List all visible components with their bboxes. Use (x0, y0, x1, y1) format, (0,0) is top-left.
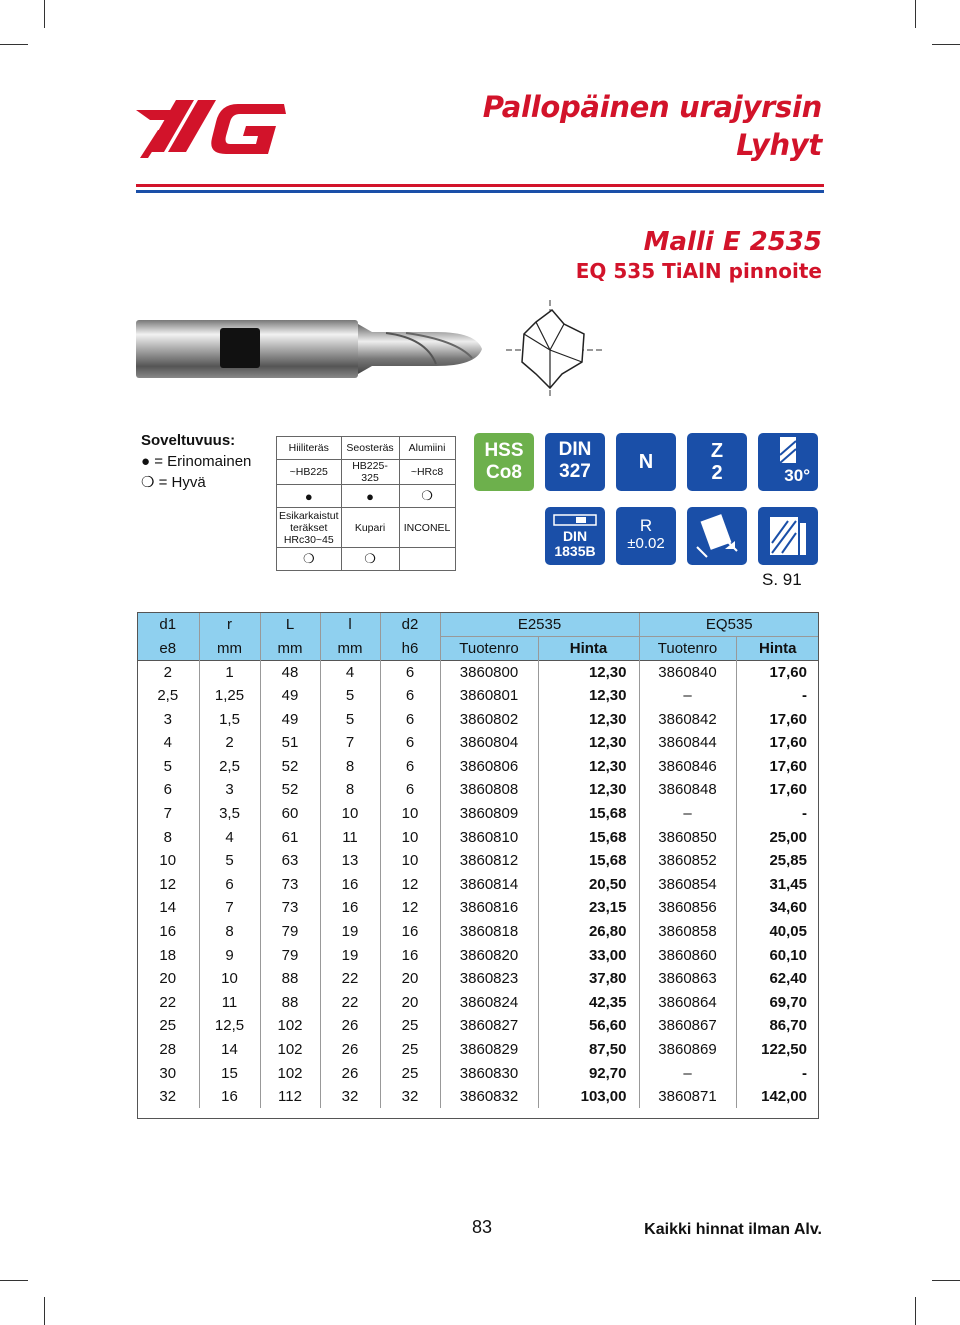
table-cell: 86,70 (736, 1014, 819, 1038)
table-cell: 31,45 (736, 873, 819, 897)
table-cell: 42,35 (538, 991, 639, 1015)
table-cell: – (639, 802, 736, 826)
table-cell: 15,68 (538, 849, 639, 873)
table-cell: 12 (380, 896, 440, 920)
table-cell: 5 (320, 707, 380, 731)
shank-icon (550, 513, 600, 527)
table-cell: 79 (260, 920, 320, 944)
table-cell: 16 (320, 873, 380, 897)
hss-co8-badge (474, 433, 534, 491)
table-cell: 16 (320, 896, 380, 920)
table-cell: 102 (260, 1014, 320, 1038)
table-cell: 19 (320, 920, 380, 944)
table-cell: 3860869 (639, 1038, 736, 1062)
legend-excellent-label: = Erinomainen (154, 453, 252, 470)
crop-mark (44, 0, 45, 28)
table-row (137, 802, 819, 826)
material-cell: Kupari (341, 508, 399, 548)
table-cell: 25 (380, 1061, 440, 1085)
crop-mark (915, 1297, 916, 1325)
table-cell: 92,70 (538, 1061, 639, 1085)
table-cell: 12,30 (538, 707, 639, 731)
table-cell: 16 (137, 920, 199, 944)
table-row (137, 873, 819, 897)
table-cell: 26 (320, 1014, 380, 1038)
crop-mark (915, 0, 916, 28)
table-cell: 1 (199, 660, 260, 684)
material-cell: HB225-325 (341, 460, 399, 485)
table-cell: 79 (260, 943, 320, 967)
legend-good-label: = Hyvä (158, 474, 206, 491)
table-cell: 88 (260, 991, 320, 1015)
title-line-1: Pallopäinen urajyrsin (482, 90, 822, 124)
table-cell: 20,50 (538, 873, 639, 897)
badge-helix-label: 30° (784, 466, 810, 485)
legend-title: Soveltuvuus: (141, 432, 236, 449)
price-note: Kaikki hinnat ilman Alv. (644, 1221, 822, 1238)
col-price-e2535: Hinta (538, 637, 639, 661)
table-cell: 10 (380, 825, 440, 849)
table-cell: 3860802 (440, 707, 538, 731)
table-cell: 3860856 (639, 896, 736, 920)
table-cell: 142,00 (736, 1085, 819, 1109)
table-cell: 3860846 (639, 755, 736, 779)
table-cell: 52 (260, 778, 320, 802)
slot-icon (758, 507, 818, 565)
table-cell: 60 (260, 802, 320, 826)
hollow-dot-icon: ❍ (141, 474, 155, 491)
table-cell: 12,30 (538, 778, 639, 802)
table-cell: 3860824 (440, 991, 538, 1015)
table-cell: 12 (380, 873, 440, 897)
table-cell: 3860827 (440, 1014, 538, 1038)
table-cell: - (736, 802, 819, 826)
table-cell: 88 (260, 967, 320, 991)
table-cell: 5 (137, 755, 199, 779)
table-cell: 26 (320, 1061, 380, 1085)
slot-cut-badge (758, 507, 818, 565)
suitability-cell (399, 548, 455, 571)
table-cell: 11 (320, 825, 380, 849)
page-number: 83 (472, 1217, 493, 1237)
table-cell: 3860806 (440, 755, 538, 779)
header-rules (136, 184, 824, 193)
table-cell: 37,80 (538, 967, 639, 991)
table-row (137, 731, 819, 755)
table-row (137, 755, 819, 779)
table-cell: 3860823 (440, 967, 538, 991)
page-reference: S. 91 (762, 570, 802, 589)
crop-mark (0, 44, 28, 45)
table-cell: 3860800 (440, 660, 538, 684)
table-cell: 60,10 (736, 943, 819, 967)
table-cell: 52 (260, 755, 320, 779)
table-cell: 1,5 (199, 707, 260, 731)
table-cell: 28 (137, 1038, 199, 1062)
table-cell: 12,30 (538, 660, 639, 684)
table-cell: 12,30 (538, 755, 639, 779)
table-cell: 6 (380, 660, 440, 684)
table-cell: 25 (137, 1014, 199, 1038)
plunge-icon (687, 507, 747, 565)
table-cell: - (736, 684, 819, 708)
table-cell: – (639, 1061, 736, 1085)
col-l: l (320, 613, 380, 637)
table-cell: 22 (320, 967, 380, 991)
col-d1-tolerance: e8 (137, 637, 199, 661)
table-cell: 30 (137, 1061, 199, 1085)
table-row (137, 1061, 819, 1085)
table-cell: 5 (199, 849, 260, 873)
table-cell: 7 (137, 802, 199, 826)
material-cell: Seosteräs (341, 437, 399, 460)
table-cell: 56,60 (538, 1014, 639, 1038)
table-row (137, 1014, 819, 1038)
table-cell: 4 (320, 660, 380, 684)
table-row (137, 660, 819, 684)
col-d2: d2 (380, 613, 440, 637)
helix-angle-badge (758, 433, 818, 491)
table-cell: 20 (380, 967, 440, 991)
table-cell: 6 (380, 684, 440, 708)
yg-logo (136, 100, 286, 158)
crop-mark (932, 44, 960, 45)
table-cell: 3860818 (440, 920, 538, 944)
title-line-2: Lyhyt (736, 128, 822, 162)
material-cell: Hiiliteräs (277, 437, 342, 460)
material-cell: Esikarkaistut teräkset HRc30~45 (277, 508, 342, 548)
table-cell: 3860801 (440, 684, 538, 708)
din-327-badge (545, 433, 605, 491)
radius-tolerance-badge (616, 507, 676, 565)
table-cell: 15,68 (538, 802, 639, 826)
table-cell: 25 (380, 1038, 440, 1062)
table-cell: 26,80 (538, 920, 639, 944)
crop-mark (932, 1280, 960, 1281)
table-cell: 3860852 (639, 849, 736, 873)
cross-section-icon (506, 300, 602, 396)
table-cell: 3860814 (440, 873, 538, 897)
table-cell: 3860854 (639, 873, 736, 897)
table-cell: 8 (320, 778, 380, 802)
table-cell: 1,25 (199, 684, 260, 708)
table-cell: 3860840 (639, 660, 736, 684)
suitability-legend (141, 430, 251, 493)
table-cell: 6 (199, 873, 260, 897)
badge-din-number: 327 (559, 461, 591, 482)
table-row (137, 943, 819, 967)
table-cell: 3860860 (639, 943, 736, 967)
material-cell: ~HRc8 (399, 460, 455, 485)
table-cell: 3860844 (639, 731, 736, 755)
product-table-body (137, 660, 819, 1108)
table-cell: 112 (260, 1085, 320, 1109)
table-cell: 2,5 (199, 755, 260, 779)
table-cell: 6 (380, 731, 440, 755)
table-cell: 62,40 (736, 967, 819, 991)
col-L-unit: mm (260, 637, 320, 661)
col-price-eq535: Hinta (736, 637, 819, 661)
badge-r-label: R (639, 516, 653, 535)
table-cell: 73 (260, 896, 320, 920)
table-cell: - (736, 1061, 819, 1085)
table-row (137, 1038, 819, 1062)
suitability-cell: ● (277, 485, 342, 508)
col-d1: d1 (137, 613, 199, 637)
table-row (137, 1085, 819, 1109)
table-cell: 103,00 (538, 1085, 639, 1109)
table-cell: 8 (137, 825, 199, 849)
table-cell: 61 (260, 825, 320, 849)
din-1835b-badge (545, 507, 605, 565)
table-cell: 3860858 (639, 920, 736, 944)
col-r: r (199, 613, 260, 637)
legend-excellent (141, 451, 251, 472)
table-cell: 122,50 (736, 1038, 819, 1062)
helix-icon (758, 433, 818, 467)
table-cell: 6 (137, 778, 199, 802)
table-cell: 12,5 (199, 1014, 260, 1038)
table-cell: 3860810 (440, 825, 538, 849)
table-cell: 10 (380, 802, 440, 826)
table-cell: 3860816 (440, 896, 538, 920)
table-cell: 10 (199, 967, 260, 991)
table-cell: 49 (260, 684, 320, 708)
col-r-unit: mm (199, 637, 260, 661)
table-cell: 4 (199, 825, 260, 849)
table-cell: 10 (320, 802, 380, 826)
table-cell: 20 (137, 967, 199, 991)
table-cell: 8 (320, 755, 380, 779)
table-row (137, 920, 819, 944)
table-cell: 9 (199, 943, 260, 967)
table-cell: 12,30 (538, 731, 639, 755)
n-type-badge (616, 433, 676, 491)
table-cell: 3860832 (440, 1085, 538, 1109)
table-cell: 22 (137, 991, 199, 1015)
material-cell: INCONEL (399, 508, 455, 548)
badge-co8-label: Co8 (486, 462, 522, 483)
badge-din2-label: DIN (562, 528, 588, 544)
table-cell: 3860863 (639, 967, 736, 991)
table-cell: 16 (380, 920, 440, 944)
table-cell: 3860842 (639, 707, 736, 731)
table-cell: 3 (199, 778, 260, 802)
table-cell: 3860864 (639, 991, 736, 1015)
table-row (137, 967, 819, 991)
table-cell: 10 (137, 849, 199, 873)
table-cell: 17,60 (736, 755, 819, 779)
col-l-unit: mm (320, 637, 380, 661)
table-row (137, 778, 819, 802)
table-cell: 26 (320, 1038, 380, 1062)
table-cell: 22 (320, 991, 380, 1015)
table-row (137, 896, 819, 920)
crop-mark (44, 1297, 45, 1325)
table-cell: 10 (380, 849, 440, 873)
table-cell: 5 (320, 684, 380, 708)
col-L: L (260, 613, 320, 637)
table-cell: 3860848 (639, 778, 736, 802)
table-row (137, 707, 819, 731)
table-cell: 73 (260, 873, 320, 897)
table-row (137, 849, 819, 873)
table-cell: 3860804 (440, 731, 538, 755)
product-table (137, 613, 819, 1108)
table-cell: 3860809 (440, 802, 538, 826)
model-subtitle: EQ 535 TiAlN pinnoite (575, 259, 822, 283)
badge-n-label: N (638, 451, 654, 473)
table-cell: 6 (380, 755, 440, 779)
model-heading (576, 226, 822, 284)
badge-hss-label: HSS (484, 440, 524, 461)
table-cell: 3860808 (440, 778, 538, 802)
table-cell: 3860812 (440, 849, 538, 873)
table-cell: 25,85 (736, 849, 819, 873)
table-cell: 7 (199, 896, 260, 920)
table-cell: 3 (137, 707, 199, 731)
table-cell: 8 (199, 920, 260, 944)
table-cell: 32 (320, 1085, 380, 1109)
table-cell: 87,50 (538, 1038, 639, 1062)
crop-mark (0, 1280, 28, 1281)
legend-good (141, 472, 251, 493)
table-cell: 3860867 (639, 1014, 736, 1038)
table-cell: 18 (137, 943, 199, 967)
table-cell: 48 (260, 660, 320, 684)
model-title: Malli E 2535 (643, 227, 822, 257)
table-cell: 12 (137, 873, 199, 897)
table-cell: 102 (260, 1061, 320, 1085)
table-cell: 11 (199, 991, 260, 1015)
table-cell: 3860850 (639, 825, 736, 849)
table-cell: 4 (137, 731, 199, 755)
table-cell: 3,5 (199, 802, 260, 826)
table-cell: 32 (137, 1085, 199, 1109)
badge-din-label: DIN (558, 439, 592, 460)
table-cell: 40,05 (736, 920, 819, 944)
table-cell: 14 (199, 1038, 260, 1062)
filled-dot-icon: ● (141, 453, 151, 470)
table-cell: 17,60 (736, 731, 819, 755)
col-code-eq535: Tuotenro (639, 637, 736, 661)
table-row (137, 684, 819, 708)
plunge-cut-badge (687, 507, 747, 565)
table-cell: 15,68 (538, 825, 639, 849)
header-title (483, 88, 822, 164)
table-cell: 34,60 (736, 896, 819, 920)
table-cell: 2 (137, 660, 199, 684)
table-cell: 16 (199, 1085, 260, 1109)
suitability-cell: ❍ (399, 485, 455, 508)
table-cell: 2 (199, 731, 260, 755)
table-cell: – (639, 684, 736, 708)
table-cell: 17,60 (736, 707, 819, 731)
badge-din2-number: 1835B (554, 543, 596, 559)
material-cell: Alumiini (399, 437, 455, 460)
table-cell: 15 (199, 1061, 260, 1085)
badge-z-number: 2 (711, 462, 723, 484)
table-cell: 20 (380, 991, 440, 1015)
table-cell: 3860820 (440, 943, 538, 967)
table-cell: 6 (380, 778, 440, 802)
table-cell: 3860830 (440, 1061, 538, 1085)
table-cell: 17,60 (736, 778, 819, 802)
badge-z-label: Z (710, 440, 724, 462)
table-cell: 23,15 (538, 896, 639, 920)
table-cell: 17,60 (736, 660, 819, 684)
table-cell: 25 (380, 1014, 440, 1038)
table-cell: 25,00 (736, 825, 819, 849)
col-code-e2535: Tuotenro (440, 637, 538, 661)
table-cell: 102 (260, 1038, 320, 1062)
table-cell: 14 (137, 896, 199, 920)
group-eq535: EQ535 (639, 613, 819, 637)
table-cell: 19 (320, 943, 380, 967)
end-mill-image (136, 318, 486, 380)
table-cell: 2,5 (137, 684, 199, 708)
table-cell: 7 (320, 731, 380, 755)
col-d2-tolerance: h6 (380, 637, 440, 661)
table-cell: 63 (260, 849, 320, 873)
table-cell: 3860871 (639, 1085, 736, 1109)
table-cell: 69,70 (736, 991, 819, 1015)
flutes-badge (687, 433, 747, 491)
table-cell: 16 (380, 943, 440, 967)
table-row (137, 825, 819, 849)
suitability-cell: ❍ (277, 548, 342, 571)
materials-table (276, 436, 456, 571)
table-cell: 51 (260, 731, 320, 755)
table-row (137, 991, 819, 1015)
table-cell: 6 (380, 707, 440, 731)
table-cell: 3860829 (440, 1038, 538, 1062)
suitability-cell: ❍ (341, 548, 399, 571)
material-cell: ~HB225 (277, 460, 342, 485)
table-cell: 32 (380, 1085, 440, 1109)
suitability-cell: ● (341, 485, 399, 508)
table-cell: 33,00 (538, 943, 639, 967)
table-cell: 12,30 (538, 684, 639, 708)
badge-r-tolerance: ±0.02 (627, 535, 665, 552)
group-e2535: E2535 (440, 613, 639, 637)
table-cell: 13 (320, 849, 380, 873)
table-cell: 49 (260, 707, 320, 731)
